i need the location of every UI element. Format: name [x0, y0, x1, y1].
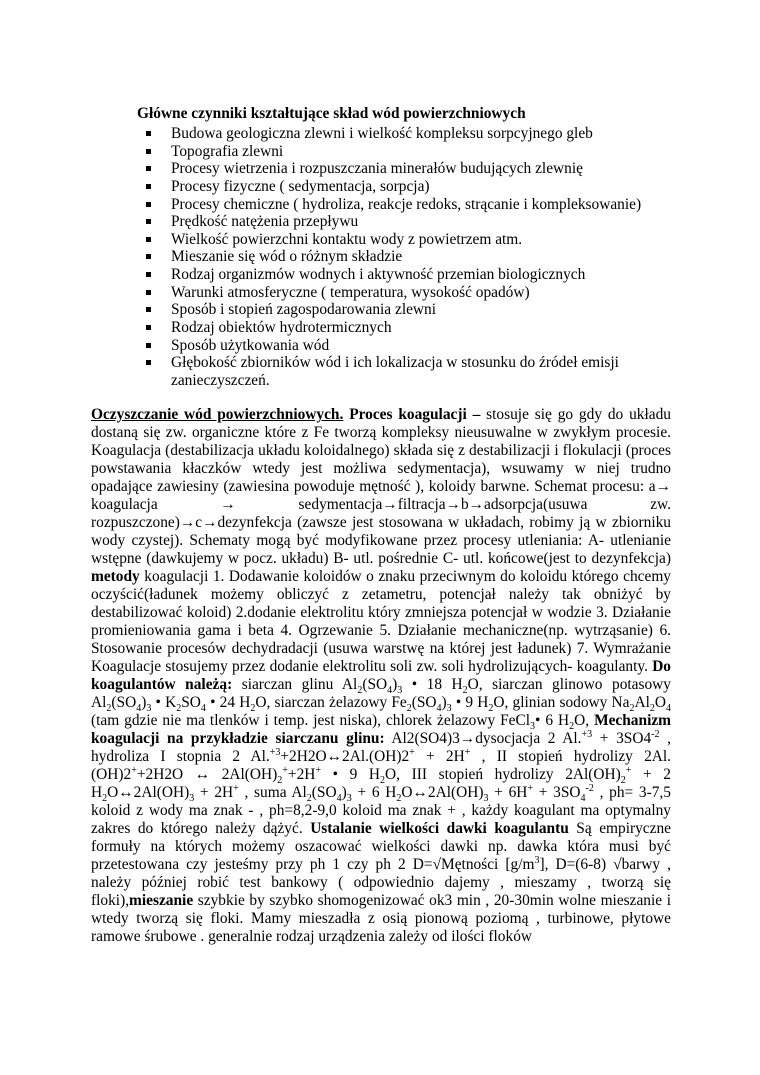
list-item: Prędkość natężenia przepływu — [0, 213, 760, 231]
body-paragraph: Oczyszczanie wód powierzchniowych. Proces koagulacji – stosuje się go gdy do układu dostaną się zw. organiczne które z Fe tworzą kompleksy nieusuwalne w zwykłym procesie. Koagulacja (destabilizacja układu koloidalnego) składa się z destabilizacji i flokulacji (proces powstawania kłaczków wtedy jest możliwa sedymentacja), wsuwamy w niej trudno opadające zawiesiny (zawiesina powoduje mętność ), koloidy barwne. Schemat procesu: a→ koagulacja → sedymentacja→filtracja→b→adsorpcja(usuwa zw. rozpuszczone)→c→dezynfekcja (zawsze jest stosowana w układach, robimy ją w zbiorniku wody czystej). Schematy mogą być modyfikowane przez procesy utleniania: A- utlenianie wstępne (dawkujemy w pocz. układu) B- utl. pośrednie C- utl. końcowe(jest to dezynfekcja) metody koagulacji 1. Dodawanie koloidów o znaku przeciwnym do koloidu którego chcemy oczyścić(ładunek możemy obliczyć z zetametru, potencjał należy tak obniżyć by destabilizować koloid) 2.dodanie elektrolitu który zmniejsza potencjał w wodzie 3. Działanie promieniowania gama i beta 4. Ogrzewanie 5. Działanie mechaniczne(np. wytrząsanie) 6. Stosowanie procesów dechydradacji (usuwa warstwę na której jest ładunek) 7. Wymrażanie Koagulacje stosujemy przez dodanie elektrolitu soli zw. soli hydrolizujących- koagulanty. Do koagulantów należą: siarczan glinu $Al_2(SO_4)_3$ • 18 $H_2O$, siarczan glinowo potasowy $Al_2(SO_4)_3$ • $K_2SO_4$ • 24 $H_2O$, siarczan żelazowy $Fe_2(SO_4)_3$ • 9 $H_2O$, glinian sodowy $Na_2Al_2O_4$ (tam gdzie nie ma tlenków i temp. jest niska), chlorek żelazowy FeCl$_3$• 6 $H_2O$, Mechanizm koagulacji na przykładzie siarczanu glinu: Al2(SO4)3→dysocjacja 2 $Al.^{+3} + 3SO4^{-2}$ , hydroliza I stopnia 2 Al.$^{+3}$+2H2O↔2Al.(OH)2+ + 2H+ , II stopień hydrolizy 2Al.(OH)2++2H2O ↔ $2Al(OH)_2^++2H^+$ • 9 $H_2O$, III stopień hydrolizy $2Al(OH)_2^+ + 2$ $H_2O\leftrightarrow 2Al(OH)_3 + 2H^+$ , suma $Al_2(SO_4)_3 + 6$ $H_2O\leftrightarrow 2Al(OH)_3 + 6H^+ + 3SO_4^{-2}$ , ph= 3-7,5 koloid z wody ma znak - , ph=8,2-9,0 koloid ma znak + , każdy koagulant ma optymalny zakres do którego należy dążyć. Ustalanie wielkości dawki koagulantu Są empiryczne formuły na których możemy oszacować wielkości dawki np. dawka która musi być przetestowana czy jesteśmy przy ph 1 czy ph 2 D=√Mętności $[g/m^3]$, D=(6-8) √barwy , należy później robić test bankowy ( odpowiednio dajemy , mieszamy , tworzą się floki),mieszanie szybkie by szybko shomogenizować ok3 min , 20-30min wolne mieszanie i wtedy tworzą się floki. Mamy mieszadła z osią pionową poziomą , turbinowe, płytowe ramowe śrubowe . generalnie rodzaj urządzenia zależy od ilości floków — [91, 406, 672, 945]
list-item: Rodzaj organizmów wodnych i aktywność przemian biologicznych — [0, 266, 760, 284]
section-heading: Główne czynniki kształtujące skład wód powierzchniowych — [137, 105, 526, 122]
bullet-icon — [146, 149, 151, 154]
bullet-icon — [146, 290, 151, 295]
bullet-icon — [146, 237, 151, 242]
list-item: Sposób i stopień zagospodarowania zlewni — [0, 301, 760, 319]
bullet-icon — [146, 254, 151, 259]
list-item: Budowa geologiczna zlewni i wielkość kompleksu sorpcyjnego gleb — [0, 125, 760, 143]
list-item: Wielkość powierzchni kontaktu wody z powietrzem atm. — [0, 231, 760, 249]
list-item: Mieszanie się wód o różnym składzie — [0, 248, 760, 266]
subsection-title: Proces koagulacji – — [349, 406, 481, 423]
bullet-icon — [146, 219, 151, 224]
list-item: Procesy wietrzenia i rozpuszczania minerałów budujących zlewnię — [0, 160, 760, 178]
bullet-icon — [146, 166, 151, 171]
bullet-icon — [146, 325, 151, 330]
bullet-icon — [146, 184, 151, 189]
bullet-icon — [146, 272, 151, 277]
list-item: Rodzaj obiektów hydrotermicznych — [0, 319, 760, 337]
bullet-icon — [146, 360, 151, 365]
list-item: Procesy chemiczne ( hydroliza, reakcje redoks, strącanie i kompleksowanie) — [0, 196, 760, 214]
list-item: Topografia zlewni — [0, 143, 760, 161]
section-title: Oczyszczanie wód powierzchniowych. — [91, 406, 344, 423]
bullet-icon — [146, 343, 151, 348]
bullet-icon — [146, 131, 151, 136]
factors-list — [0, 125, 760, 390]
list-item: Procesy fizyczne ( sedymentacja, sorpcja) — [0, 178, 760, 196]
bullet-icon — [146, 307, 151, 312]
list-item: Głębokość zbiorników wód i ich lokalizacja w stosunku do źródeł emisji zanieczyszczeń. — [0, 354, 760, 389]
list-item: Warunki atmosferyczne ( temperatura, wysokość opadów) — [0, 284, 760, 302]
bullet-icon — [146, 202, 151, 207]
list-item: Sposób użytkowania wód — [0, 337, 760, 355]
